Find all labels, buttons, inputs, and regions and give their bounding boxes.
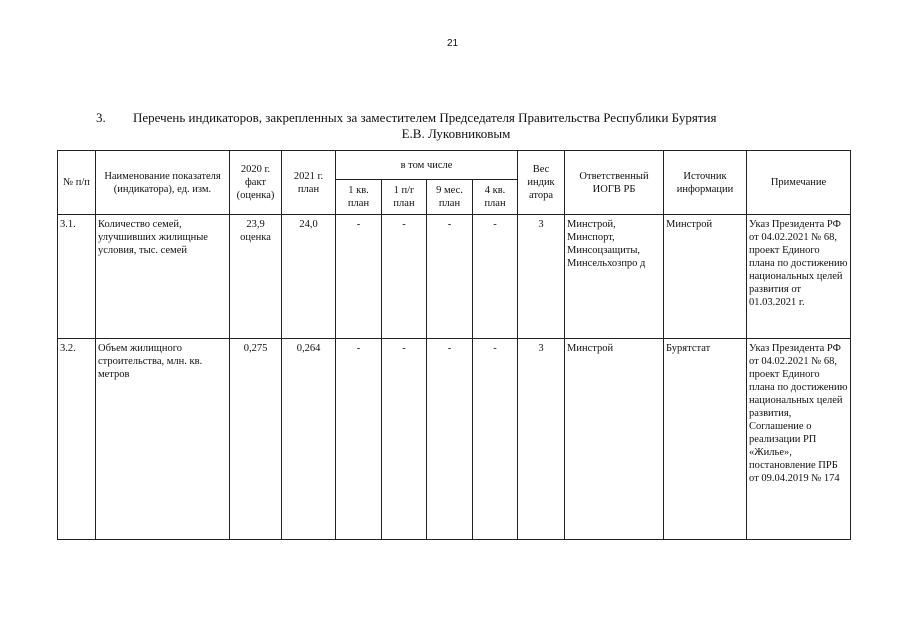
cell-q4: - <box>473 339 518 540</box>
cell-h1: - <box>382 215 427 339</box>
cell-m9: - <box>427 215 473 339</box>
cell-weight: 3 <box>518 215 565 339</box>
indicators-table <box>57 150 851 540</box>
header-q4: 4 кв. план <box>473 180 518 215</box>
cell-note: Указ Президента РФ от 04.02.2021 № 68, проект Единого плана по достижению национальных целей развития от 01.03.2021 г. <box>747 215 851 339</box>
table-row <box>58 339 851 540</box>
cell-note: Указ Президента РФ от 04.02.2021 № 68, проект Единого плана по достижению национальных целей развития, Соглашение о реализации РП «Жилье», постановление ПРБ от 09.04.2019 № 174 <box>747 339 851 540</box>
table-header-row <box>58 151 851 180</box>
header-h1: 1 п/г план <box>382 180 427 215</box>
section-title-line1: Перечень индикаторов, закрепленных за заместителем Председателя Правительства Республики Бурятия <box>133 110 717 125</box>
section-number: 3. <box>96 110 106 125</box>
cell-fact-2020: 23,9 оценка <box>230 215 282 339</box>
header-m9: 9 мес. план <box>427 180 473 215</box>
cell-responsible: Минстрой, Минспорт, Минсоцзащиты, Минсельхозпро д <box>565 215 664 339</box>
header-note: Примечание <box>747 151 851 215</box>
cell-name: Объем жилищного строительства, млн. кв. метров <box>96 339 230 540</box>
header-q1: 1 кв. план <box>336 180 382 215</box>
cell-num: 3.1. <box>58 215 96 339</box>
cell-source: Бурятстат <box>664 339 747 540</box>
cell-weight: 3 <box>518 339 565 540</box>
cell-num: 3.2. <box>58 339 96 540</box>
header-fact-2020: 2020 г. факт (оценка) <box>230 151 282 215</box>
cell-source: Минстрой <box>664 215 747 339</box>
header-source: Источник информации <box>664 151 747 215</box>
cell-name: Количество семей, улучшивших жилищные условия, тыс. семей <box>96 215 230 339</box>
cell-q1: - <box>336 339 382 540</box>
header-num: № п/п <box>58 151 96 215</box>
cell-plan-2021: 24,0 <box>282 215 336 339</box>
header-including: в том числе <box>336 151 518 180</box>
section-title-line2: Е.В. Луковниковым <box>401 126 511 141</box>
cell-q1: - <box>336 215 382 339</box>
cell-fact-2020: 0,275 <box>230 339 282 540</box>
page-number: 21 <box>446 38 459 49</box>
table-row <box>58 215 851 339</box>
cell-m9: - <box>427 339 473 540</box>
header-plan-2021: 2021 г. план <box>282 151 336 215</box>
cell-plan-2021: 0,264 <box>282 339 336 540</box>
header-weight: Вес индик атора <box>518 151 565 215</box>
header-name: Наименование показателя (индикатора), ед. изм. <box>96 151 230 215</box>
cell-h1: - <box>382 339 427 540</box>
cell-responsible: Минстрой <box>565 339 664 540</box>
cell-q4: - <box>473 215 518 339</box>
header-responsible: Ответственный ИОГВ РБ <box>565 151 664 215</box>
